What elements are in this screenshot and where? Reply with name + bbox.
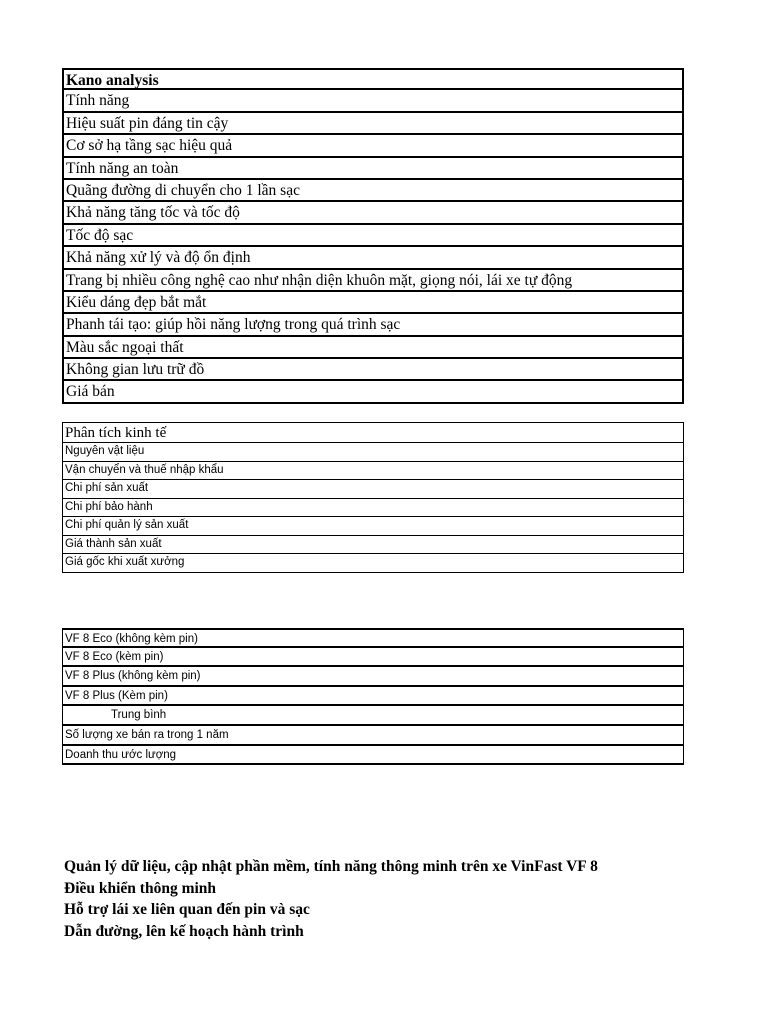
- table-row: Chi phí bảo hành: [62, 499, 684, 518]
- table-row: Hiệu suất pin đáng tin cậy: [62, 113, 684, 135]
- table-row: Tốc độ sạc: [62, 225, 684, 247]
- note-line: Quản lý dữ liệu, cập nhật phần mềm, tính năng thông minh trên xe VinFast VF 8: [64, 858, 598, 875]
- table-row: Cơ sở hạ tầng sạc hiệu quả: [62, 135, 684, 157]
- table-row: Nguyên vật liệu: [62, 443, 684, 462]
- table-row: Phanh tái tạo: giúp hồi năng lượng trong quá trình sạc: [62, 314, 684, 336]
- table-row: Màu sắc ngoại thất: [62, 337, 684, 359]
- model-pricing-table: [62, 628, 684, 765]
- feature-notes: [64, 856, 598, 942]
- note-line: Dẫn đường, lên kế hoạch hành trình: [64, 922, 304, 940]
- table-row: Khả năng xử lý và độ ổn định: [62, 247, 684, 269]
- table-row: Tính năng an toàn: [62, 158, 684, 180]
- table-row: Quãng đường di chuyển cho 1 lần sạc: [62, 180, 684, 202]
- average-row: Trung bình: [62, 706, 684, 726]
- table-row: Chi phí quản lý sản xuất: [62, 517, 684, 536]
- economic-table-title: Phân tích kinh tế: [62, 422, 684, 443]
- table-row: Doanh thu ước lượng: [62, 746, 684, 766]
- table-row: VF 8 Plus (không kèm pin): [62, 667, 684, 687]
- table-row: Khả năng tăng tốc và tốc độ: [62, 202, 684, 224]
- table-row: Tính năng: [62, 90, 684, 112]
- table-row: VF 8 Eco (không kèm pin): [62, 628, 684, 648]
- table-row: Không gian lưu trữ đồ: [62, 359, 684, 381]
- kano-analysis-table: [62, 68, 684, 404]
- table-row: Kiểu dáng đẹp bắt mắt: [62, 292, 684, 314]
- note-line: Hỗ trợ lái xe liên quan đến pin và sạc: [64, 901, 310, 918]
- table-row: Giá gốc khi xuất xưởng: [62, 554, 684, 573]
- table-row: VF 8 Plus (Kèm pin): [62, 687, 684, 707]
- table-row: Vận chuyển và thuế nhập khẩu: [62, 462, 684, 481]
- table-row: Giá bán: [62, 381, 684, 403]
- table-row: Chi phí sản xuất: [62, 480, 684, 499]
- economic-analysis-table: [62, 422, 684, 573]
- table-row: Trang bị nhiều công nghệ cao như nhận diện khuôn mặt, giọng nói, lái xe tự động: [62, 270, 684, 292]
- kano-table-title: Kano analysis: [62, 68, 684, 90]
- table-row: VF 8 Eco (kèm pin): [62, 648, 684, 668]
- table-row: Số lượng xe bán ra trong 1 năm: [62, 726, 684, 746]
- table-row: Giá thành sản xuất: [62, 536, 684, 555]
- note-line: Điều khiển thông minh: [64, 879, 217, 897]
